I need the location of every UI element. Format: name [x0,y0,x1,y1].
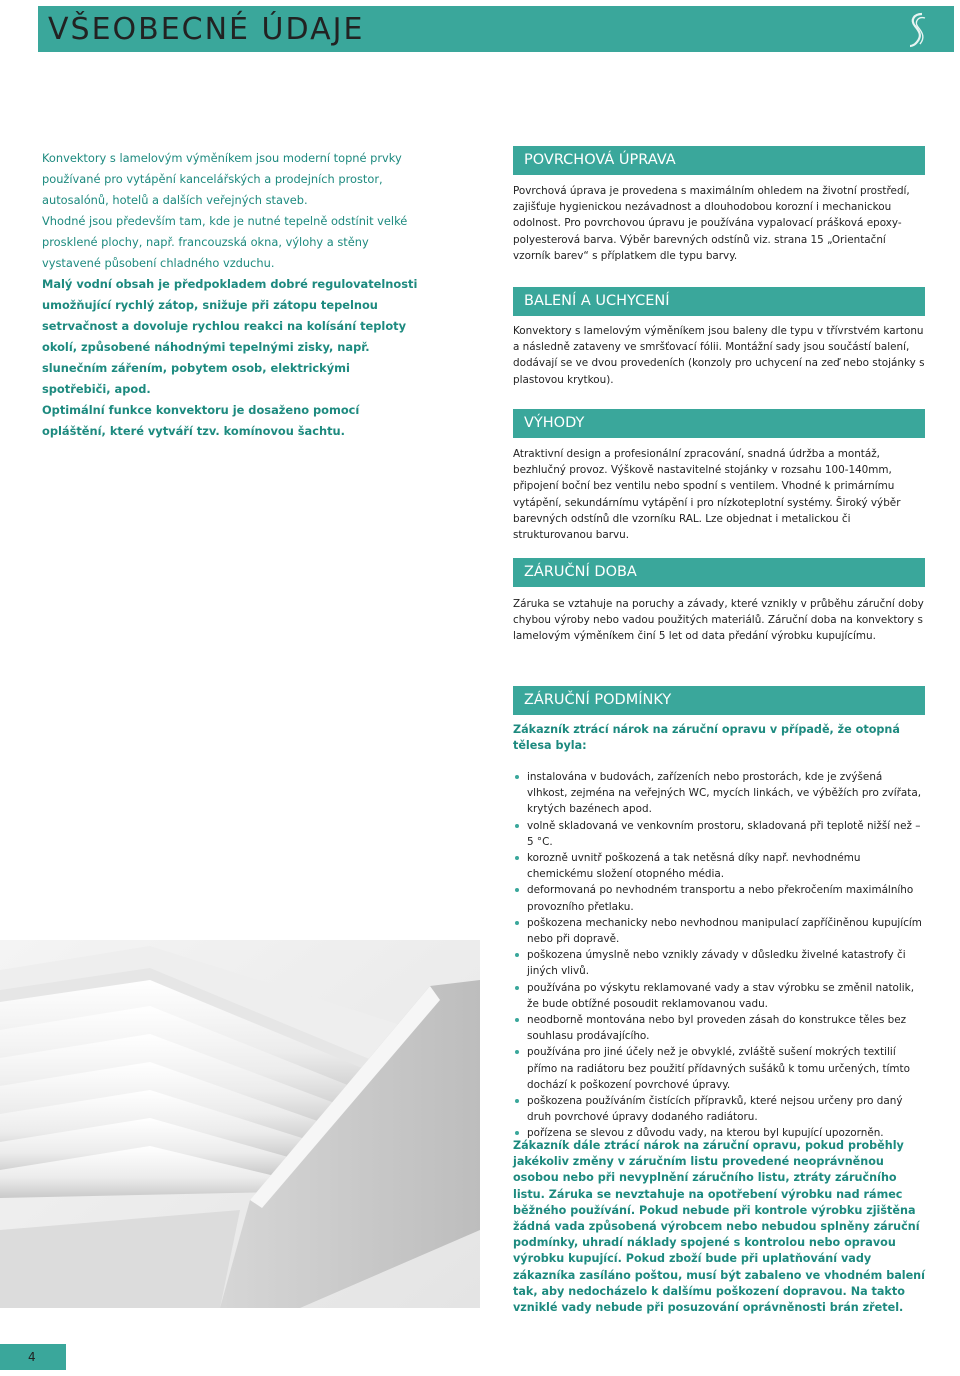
list-item: používána pro jiné účely než je obvyklé, zvláště sušení mokrých textilií přímo na radiátoru bez použití přídavných sušáků k tomu určených, tímto dochází k poškození povrchové úpravy. [513,1044,925,1093]
section-header-vyhody: VÝHODY [513,409,925,438]
section-header-zarucni-doba: ZÁRUČNÍ DOBA [513,558,925,587]
list-item: používána po výskytu reklamované vady a stav výrobku se změnil natolik, že bude obtížné posoudit reklamovanou vadu. [513,980,925,1012]
list-item: volně skladovaná ve venkovním prostoru, skladovaná při teplotě nižší než – 5 °C. [513,818,925,850]
conditions-closing: Zákazník dále ztrácí nárok na záruční opravu, pokud proběhly jakékoliv změny v záručním listu provedené neoprávněnou osobou nebo při nevyplnění záručního listu, ztráty záručního listu. Záruka se nevztahuje na opotřebení výrobku nad rámec běžného používání. Pokud nebude při kontrole výrobku zjištěna žádná vada způsobená výrobcem nebo nebudou splněny záruční podmínky, uhradí náklady spojené s kontrolou nebo opravou výrobku kupující. Pokud zboží bude při uplatňování vady zákazníka zasíláno poštou, musí být zabaleno ve vhodném balení tak, aby nedocházelo k dalšímu poškození dopravou. Na takto vzniklé vady nebude při posuzování oprávněnosti brán zřetel. [513,1139,925,1315]
intro-text [42,148,418,442]
intro-paragraph: Optimální funkce konvektoru je dosaženo pomocí opláštění, které vytváří tzv. komínovou šachtu. [42,403,360,438]
section-text: Atraktivní design a profesionální zpracování, snadná údržba a montáž, bezhlučný provoz. Výškově nastavitelné stojánky v rozsahu 100-140mm, připojení boční bez ventilu nebo spodní s ventilem. Vhodné k primárnímu vytápění, sekundárnímu vytápění i pro nízkoteplotní systémy. Široký výběr barevných odstínů dle vzorníku RAL. Lze objednat i metalickou či strukturovanou barvu. [513,448,901,542]
list-item: poškozena úmyslně nebo vznikly závady v důsledku živelné katastrofy či jiných vlivů. [513,947,925,979]
section-text: Povrchová úprava je provedena s maximálním ohledem na životní prostředí, zajišťuje hygienickou nezávadnost a dlouhodobou korozní i mechanickou odolnost. Pro povrchovou úpravu je používána vypalovací prášková epoxy-polyesterová barva. Výběr barevných odstínů viz. strana 15 „Orientační vzorník barev“ s příplatkem dle typu barvy. [513,185,910,262]
intro-paragraph: Konvektory s lamelovým výměníkem jsou moderní topné prvky používané pro vytápění kancelářských a prodejních prostor, autosalónů, hotelů a dalších veřejných staveb. [42,151,402,207]
intro-paragraph: Vhodné jsou především tam, kde je nutné tepelně odstínit velké prosklené plochy, např. francouzská okna, výlohy a stěny vystavené působení chladného vzduchu. [42,214,408,270]
list-item: neodborně montována nebo byl proveden zásah do konstrukce těles bez souhlasu prodávajícího. [513,1012,925,1044]
page-number: 4 [0,1344,66,1370]
section-header-baleni: BALENÍ A UCHYCENÍ [513,287,925,316]
section-header-povrchova-uprava: POVRCHOVÁ ÚPRAVA [513,146,925,175]
section-body-zarucni-doba [513,596,925,645]
section-text: Konvektory s lamelovým výměníkem jsou baleny dle typu v třívrstvém kartonu a následně zataveny ve smršťovací fólii. Montážní sady jsou součástí balení, dodávají se ve dvou provedeních (konzoly pro uchycení na zeď nebo stojánky s plastovou krytkou). [513,325,925,386]
section-lead-zarucni-podminky [513,722,925,754]
list-item: korozně uvnitř poškozená a tak netěsná díky např. nevhodnému chemickému složení otopného média. [513,850,925,882]
list-item: instalována v budovách, zařízeních nebo prostorách, kde je zvýšená vlhkost, zejména na veřejných WC, mycích linkách, ve výběžích pro zvířata, krytých bazénech apod. [513,769,925,818]
list-item: pořízena se slevou z důvodu vady, na kterou byl kupující upozorněn. [513,1125,925,1141]
convector-photo [0,940,480,1308]
conditions-list-wrapper [513,769,925,1142]
intro-paragraph: Malý vodní obsah je předpokladem dobré regulovatelnosti umožňující rychlý zátop, snižuje při zátopu tepelnou setrvačnost a dovoluje rychlou reakci na kolísání teploty okolí, způsobené náhodnými tepelnými zisky, např. slunečním zářením, pobytem osob, elektrickými spotřebiči, apod. [42,277,418,396]
list-item: poškozena používáním čistících přípravků, které nejsou určeny pro daný druh povrchové úpravy dodaného radiátoru. [513,1093,925,1125]
section-header-zarucni-podminky: ZÁRUČNÍ PODMÍNKY [513,686,925,715]
list-item: deformovaná po nevhodném transportu a nebo překročením maximálního provozního přetlaku. [513,882,925,914]
s-logo-icon [906,10,928,50]
conditions-list [513,769,925,1142]
section-body-baleni [513,323,925,388]
conditions-closing-wrapper [513,1138,925,1316]
conditions-lead: Zákazník ztrácí nárok na záruční opravu v případě, že otopná tělesa byla: [513,723,900,753]
section-body-povrchova-uprava [513,183,925,264]
section-text: Záruka se vztahuje na poruchy a závady, které vznikly v průběhu záruční doby chybou výroby nebo vadou použitých materiálů. Záruční doba na konvektory s lamelovým výměníkem činí 5 let od data předání výrobku kupujícímu. [513,598,924,643]
page-header [38,6,954,52]
section-body-vyhody [513,446,925,543]
list-item: poškozena mechanicky nebo nevhodnou manipulací zapříčiněnou kupujícím nebo při dopravě. [513,915,925,947]
page-title: VŠEOBECNÉ ÚDAJE [48,12,365,47]
